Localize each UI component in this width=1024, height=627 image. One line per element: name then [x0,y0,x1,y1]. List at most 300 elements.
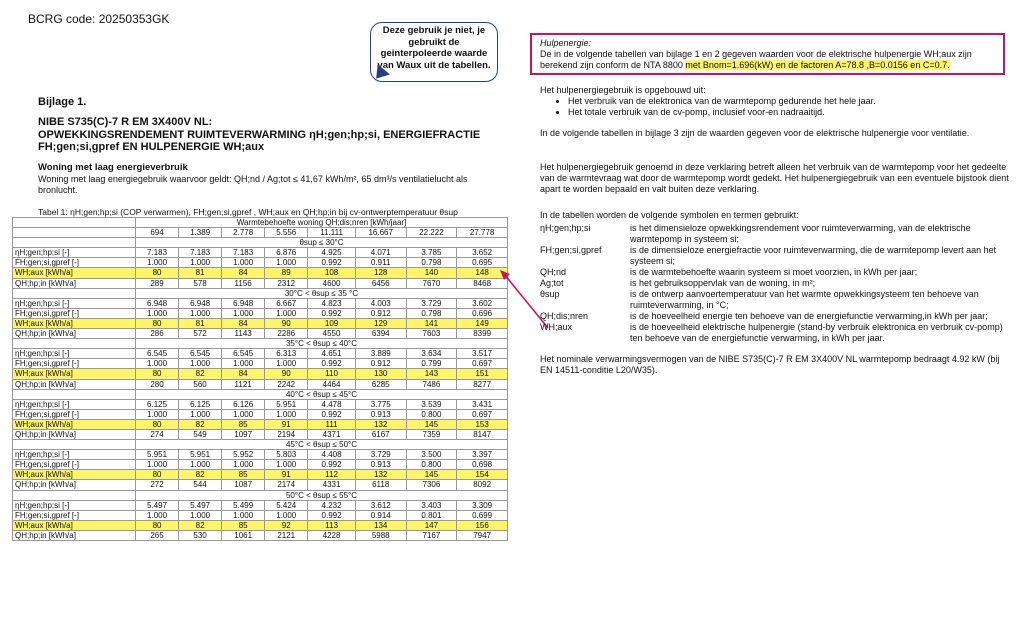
table-cell: 7359 [406,429,457,439]
section-empty [13,339,136,349]
right-paragraph-5: Het nominale verwarmingsvermogen van de NIBE S735(C)-7 R EM 3X400V NL warmtepomp bedraagt 4.92 kW (bij EN 14511-conditie L20/W35). [540,354,1000,375]
column-header-empty [13,228,136,238]
bijlage-heading: Bijlage 1. [38,96,87,108]
table-cell: 145 [406,419,457,429]
row-label: FH;gen;si,gpref [-] [13,510,136,520]
table-cell: 0.798 [406,308,457,318]
table-cell: 84 [222,268,265,278]
symbol-term: θsup [540,289,560,299]
table-cell: 1.000 [179,359,222,369]
row-label: ηH;gen;hp;si [-] [13,349,136,359]
table-cell: 572 [179,329,222,339]
section-empty [13,389,136,399]
table-cell: 2194 [265,429,308,439]
table-cell: 6.948 [179,298,222,308]
section-header-row [13,339,508,349]
bullet-item: • Het totale verbruik van de cv-pomp, inclusief voor-en nadraaitijd. [568,107,1010,118]
table-cell: 5.951 [136,450,179,460]
table-cell: 0.992 [308,460,356,470]
row-label: FH;gen;si,gpref [-] [13,258,136,268]
table-cell: 6.948 [136,298,179,308]
table-row [13,419,508,429]
table-cell: 1.000 [222,409,265,419]
table-cell: 4.408 [308,450,356,460]
symbol-definition: is de warmtebehoefte waarin systeem si moet voorzien, in kWh per jaar; [630,267,918,277]
table-row [13,318,508,328]
row-label: QH;hp;in [kWh/a] [13,329,136,339]
table-cell: 7603 [406,329,457,339]
table-cell: 80 [136,268,179,278]
table-cell: 113 [308,520,356,530]
table-cell: 1.000 [136,510,179,520]
table-cell: 3.729 [355,450,406,460]
table-cell: 1.000 [179,409,222,419]
table-cell: 1.000 [265,510,308,520]
table-cell: 7670 [406,278,457,288]
right-paragraph-1: Het hulpenergiegebruik is opgebouwd uit: [540,85,706,95]
table-cell: 156 [457,520,508,530]
table-cell: 1087 [222,480,265,490]
table-cell: 147 [406,520,457,530]
table-cell: 143 [406,369,457,379]
column-header: 5.556 [265,228,308,238]
table-cell: 2174 [265,480,308,490]
table-row [13,409,508,419]
table-cell: 4.071 [355,248,406,258]
table-row [13,298,508,308]
table-cell: 2121 [265,530,308,540]
table-row [13,308,508,318]
row-label: WH;aux [kWh/a] [13,520,136,530]
table-cell: 132 [355,419,406,429]
table-cell: 6.948 [222,298,265,308]
table-cell: 6.667 [265,298,308,308]
table-cell: 1.000 [222,359,265,369]
table-cell: 110 [308,369,356,379]
section-empty [13,490,136,500]
table-cell: 81 [179,268,222,278]
table-cell: 3.517 [457,349,508,359]
table-cell: 3.500 [406,450,457,460]
row-label: WH;aux [kWh/a] [13,470,136,480]
table-cell: 85 [222,419,265,429]
table-cell: 111 [308,419,356,429]
table-cell: 6456 [355,278,406,288]
symbol-definition: is de hoeveelheid energie ten behoeve van de energiefunctie verwarming,in kWh per jaar; [630,311,988,321]
table-cell: 549 [179,429,222,439]
table-cell: 1.000 [222,258,265,268]
bcrg-code: BCRG code: 20250353GK [28,12,170,26]
table-cell: 151 [457,369,508,379]
table-cell: 8399 [457,329,508,339]
table-cell: 129 [355,318,406,328]
table-cell: 5988 [355,530,406,540]
row-label: FH;gen;si,gpref [-] [13,409,136,419]
table-cell: 3.397 [457,450,508,460]
row-label: QH;hp;in [kWh/a] [13,530,136,540]
symbol-term: FH;gen;si,gpref [540,245,602,255]
section-header-row [13,288,508,298]
table-cell: 1097 [222,429,265,439]
row-label: WH;aux [kWh/a] [13,318,136,328]
table-cell: 109 [308,318,356,328]
right-paragraph-4: In de tabellen worden de volgende symbolen en termen gebruikt: [540,210,799,220]
table-cell: 6.313 [265,349,308,359]
column-header: 2.778 [222,228,265,238]
table-cell: 5.497 [179,500,222,510]
table-cell: 4.651 [308,349,356,359]
table-cell: 80 [136,369,179,379]
table-cell: 4.925 [308,248,356,258]
table-cell: 141 [406,318,457,328]
table-cell: 3.612 [355,500,406,510]
column-header: 1.389 [179,228,222,238]
section-empty [13,238,136,248]
table-cell: 6.126 [222,399,265,409]
table-row [13,480,508,490]
table-cell: 130 [355,369,406,379]
section-title: 30°C < θsup ≤ 35 °C [136,288,508,298]
table-row [13,530,508,540]
table-cell: 3.652 [457,248,508,258]
table-cell: 6394 [355,329,406,339]
table-cell: 80 [136,470,179,480]
table-cell: 3.889 [355,349,406,359]
table-cell: 0.800 [406,460,457,470]
table-cell: 0.992 [308,510,356,520]
table-row [13,258,508,268]
table-row [13,359,508,369]
column-header: 27.778 [457,228,508,238]
table-cell: 4371 [308,429,356,439]
section-title: 40°C < θsup ≤ 45°C [136,389,508,399]
symbol-row [540,311,1010,322]
column-header: 694 [136,228,179,238]
table-cell: 1.000 [265,460,308,470]
table-cell: 1.000 [222,308,265,318]
table-cell: 5.951 [265,399,308,409]
table-cell: 3.785 [406,248,457,258]
table-cell: 148 [457,268,508,278]
table-cell: 6.545 [136,349,179,359]
bullet-list [540,96,1010,118]
table-cell: 5.951 [179,450,222,460]
table-cell: 1.000 [222,460,265,470]
table-cell: 1.000 [265,409,308,419]
right-paragraph-2: In de volgende tabellen in bijlage 3 zijn de waarden gegeven voor de elektrische hulpenergie voor ventilatie. [540,128,970,138]
table-cell: 91 [265,470,308,480]
table-row [13,520,508,530]
table-cell: 4.003 [355,298,406,308]
row-label: QH;hp;in [kWh/a] [13,429,136,439]
table-cell: 149 [457,318,508,328]
table-cell: 82 [179,520,222,530]
table-cell: 5.424 [265,500,308,510]
table-cell: 1.000 [265,308,308,318]
table-cell: 4550 [308,329,356,339]
row-label: FH;gen;si,gpref [-] [13,308,136,318]
table-cell: 6.545 [222,349,265,359]
table-cell: 7486 [406,379,457,389]
section-title: 35°C < θsup ≤ 40°C [136,339,508,349]
table-row [13,460,508,470]
table-cell: 274 [136,429,179,439]
table-cell: 1.000 [136,308,179,318]
table-cell: 4464 [308,379,356,389]
table-cell: 1061 [222,530,265,540]
table-cell: 272 [136,480,179,490]
table-cell: 1.000 [179,308,222,318]
title-line-2: OPWEKKINGSRENDEMENT RUIMTEVERWARMING ηH;gen;hp;si, ENERGIEFRACTIE [38,128,481,141]
symbol-definition: is het gebruiksoppervlak van de woning, in m²; [630,278,816,288]
table-row [13,248,508,258]
symbol-term: QH;dis;nren [540,311,589,321]
table-cell: 6.545 [179,349,222,359]
section-empty [13,440,136,450]
table-cell: 5.499 [222,500,265,510]
table-cell: 0.800 [406,409,457,419]
table-cell: 6167 [355,429,406,439]
table-cell: 4.478 [308,399,356,409]
symbol-term: WH;aux [540,322,573,332]
table-cell: 3.775 [355,399,406,409]
table-cell: 4600 [308,278,356,288]
bullet-item: • Het verbruik van de elektronica van de warmtepomp gedurende het hele jaar. [568,96,1010,107]
table-cell: 0.697 [457,359,508,369]
table-cell: 1143 [222,329,265,339]
symbol-row [540,322,1010,344]
hulp-title: Hulpenergie: [540,38,592,48]
symbol-row [540,223,1010,245]
column-header: 11.111 [308,228,356,238]
table-row [13,450,508,460]
column-header: 16.667 [355,228,406,238]
section-header-row [13,490,508,500]
table-cell: 1.000 [136,409,179,419]
table-cell: 84 [222,369,265,379]
table-cell: 1.000 [136,258,179,268]
table-cell: 82 [179,470,222,480]
table-cell: 544 [179,480,222,490]
row-label: WH;aux [kWh/a] [13,419,136,429]
table-cell: 92 [265,520,308,530]
table-cell: 3.729 [406,298,457,308]
table-header-row [13,218,508,228]
table-cell: 3.309 [457,500,508,510]
table-cell: 7947 [457,530,508,540]
table-cell: 6.876 [265,248,308,258]
table-row [13,379,508,389]
table-cell: 0.696 [457,308,508,318]
table-cell: 0.695 [457,258,508,268]
table-row [13,278,508,288]
table-cell: 8277 [457,379,508,389]
table-cell: 2286 [265,329,308,339]
table-cell: 0.992 [308,308,356,318]
row-label: ηH;gen;hp;si [-] [13,450,136,460]
row-label: ηH;gen;hp;si [-] [13,399,136,409]
column-header: 22.222 [406,228,457,238]
table-row [13,369,508,379]
table-cell: 80 [136,419,179,429]
table-cell: 0.697 [457,409,508,419]
table-row [13,429,508,439]
header-empty [13,218,136,228]
symbol-row [540,245,1010,267]
table-cell: 3.539 [406,399,457,409]
table-cell: 84 [222,318,265,328]
section-header-row [13,389,508,399]
table-cell: 0.913 [355,460,406,470]
table-cell: 578 [179,278,222,288]
table-cell: 3.403 [406,500,457,510]
symbols-list [540,223,1010,344]
callout-note: Deze gebruik je niet, je gebruikt de geinterpoleerde waarde van Waux uit de tabellen. [370,22,498,82]
table-cell: 6118 [355,480,406,490]
table-cell: 1.000 [222,510,265,520]
table-cell: 7167 [406,530,457,540]
table-cell: 0.912 [355,359,406,369]
table-cell: 1.000 [136,359,179,369]
table-cell: 132 [355,470,406,480]
table-cell: 530 [179,530,222,540]
table-cell: 4331 [308,480,356,490]
table-cell: 8147 [457,429,508,439]
symbol-term: ηH;gen;hp;si [540,223,591,233]
table-cell: 0.992 [308,258,356,268]
table-cell: 82 [179,369,222,379]
table-row [13,399,508,409]
table-cell: 3.602 [457,298,508,308]
row-label: FH;gen;si,gpref [-] [13,359,136,369]
table-cell: 85 [222,470,265,480]
right-paragraph-3: Het hulpenergiegebruik genoemd in deze verklaring betreft alleen het verbruik van de warmtepomp voor het gedeelte van de warmtevraag wat door de warmtepomp wordt gedekt. Het hulpenergiegebruik van een eventuele bijstook dient apart te worden bepaald en valt buiten deze verklaring. [540,162,1009,194]
table-cell: 108 [308,268,356,278]
table-cell: 6.125 [179,399,222,409]
table-cell: 0.913 [355,409,406,419]
table-cell: 153 [457,419,508,429]
symbol-row [540,289,1010,311]
table-cell: 89 [265,268,308,278]
table-cell: 7306 [406,480,457,490]
hulp-text: De in de volgende tabellen van bijlage 1 en 2 gegeven waarden voor de elektrische hulpenergie WH;aux zijn berekend zijn conform de NTA 8800 met Bnom=1.696(kW) en de factoren A=78.8 ,B=0.0156 en C=0.7. [540,49,972,70]
table-cell: 560 [179,379,222,389]
row-label: WH;aux [kWh/a] [13,268,136,278]
row-label: QH;hp;in [kWh/a] [13,379,136,389]
table-cell: 289 [136,278,179,288]
table-cell: 1.000 [179,460,222,470]
row-label: WH;aux [kWh/a] [13,369,136,379]
table-cell: 1121 [222,379,265,389]
table-cell: 5.952 [222,450,265,460]
table-cell: 145 [406,470,457,480]
column-header-row [13,228,508,238]
table-cell: 154 [457,470,508,480]
group-header: Warmtebehoefte woning QH;dis;nren [kWh/jaar] [136,218,508,228]
row-label: ηH;gen;hp;si [-] [13,500,136,510]
table-cell: 0.911 [355,258,406,268]
table-cell: 0.914 [355,510,406,520]
table-cell: 1.000 [179,258,222,268]
symbol-definition: is de hoeveelheid elektrische hulpenergie (stand-by verbruik elektronica en verbruik cv-pomp) ten behoeve van de energiefunctie verwarming, in kWh per jaar. [630,322,1003,343]
table-cell: 0.992 [308,359,356,369]
table-cell: 7.183 [179,248,222,258]
section-title: 45°C < θsup ≤ 50°C [136,440,508,450]
table-cell: 7.183 [222,248,265,258]
woning-heading: Woning met laag energieverbruik [38,162,188,173]
table-cell: 265 [136,530,179,540]
table-row [13,268,508,278]
table-cell: 4.823 [308,298,356,308]
table-cell: 90 [265,318,308,328]
table-cell: 0.698 [457,460,508,470]
table-cell: 90 [265,369,308,379]
table-row [13,470,508,480]
table-cell: 0.798 [406,258,457,268]
table-cell: 8092 [457,480,508,490]
table-cell: 0.699 [457,510,508,520]
table-row [13,510,508,520]
table-caption: Tabel 1: ηH;gen;hp;si (COP verwarmen), FH;gen;si,gpref , WH;aux en QH;hp;in bij cv-ontwerptemperatuur θsup [38,207,458,217]
table-cell: 286 [136,329,179,339]
table-cell: 2312 [265,278,308,288]
section-title: θsup ≤ 30°C [136,238,508,248]
table-cell: 8468 [457,278,508,288]
table-cell: 4.232 [308,500,356,510]
title-line-1: NIBE S735(C)-7 R EM 3X400V NL: [38,116,213,128]
table-cell: 1.000 [265,359,308,369]
table-cell: 81 [179,318,222,328]
table-cell: 6285 [355,379,406,389]
table-row [13,349,508,359]
row-label: ηH;gen;hp;si [-] [13,248,136,258]
product-title [38,116,498,154]
table-cell: 0.799 [406,359,457,369]
row-label: QH;hp;in [kWh/a] [13,278,136,288]
table-cell: 128 [355,268,406,278]
row-label: QH;hp;in [kWh/a] [13,480,136,490]
table-cell: 280 [136,379,179,389]
table-cell: 3.634 [406,349,457,359]
symbol-term: QH;nd [540,267,567,277]
table-cell: 112 [308,470,356,480]
section-empty [13,288,136,298]
table-cell: 1156 [222,278,265,288]
table-row [13,500,508,510]
hulpenergie-box [530,33,1005,75]
table-cell: 1.000 [179,510,222,520]
table-cell: 91 [265,419,308,429]
section-header-row [13,238,508,248]
table-row [13,329,508,339]
woning-text: Woning met laag energiegebruik waarvoor geldt: QH;nd / Ag;tot ≤ 41,67 kWh/m², 65 dm³/s ventilatielucht als bronlucht. [38,174,468,195]
table-cell: 1.000 [265,258,308,268]
table-cell: 0.801 [406,510,457,520]
row-label: ηH;gen;hp;si [-] [13,298,136,308]
table-cell: 4228 [308,530,356,540]
table-cell: 140 [406,268,457,278]
table-cell: 80 [136,318,179,328]
symbol-definition: is de dimensieloze energiefractie voor ruimteverwarming, die de warmtepomp levert aan het systeem si; [630,245,997,266]
table-cell: 0.912 [355,308,406,318]
table-cell: 5.497 [136,500,179,510]
table-cell: 3.431 [457,399,508,409]
table-cell: 0.992 [308,409,356,419]
row-label: FH;gen;si,gpref [-] [13,460,136,470]
table-cell: 1.000 [136,460,179,470]
table-cell: 134 [355,520,406,530]
symbol-row [540,267,1010,278]
